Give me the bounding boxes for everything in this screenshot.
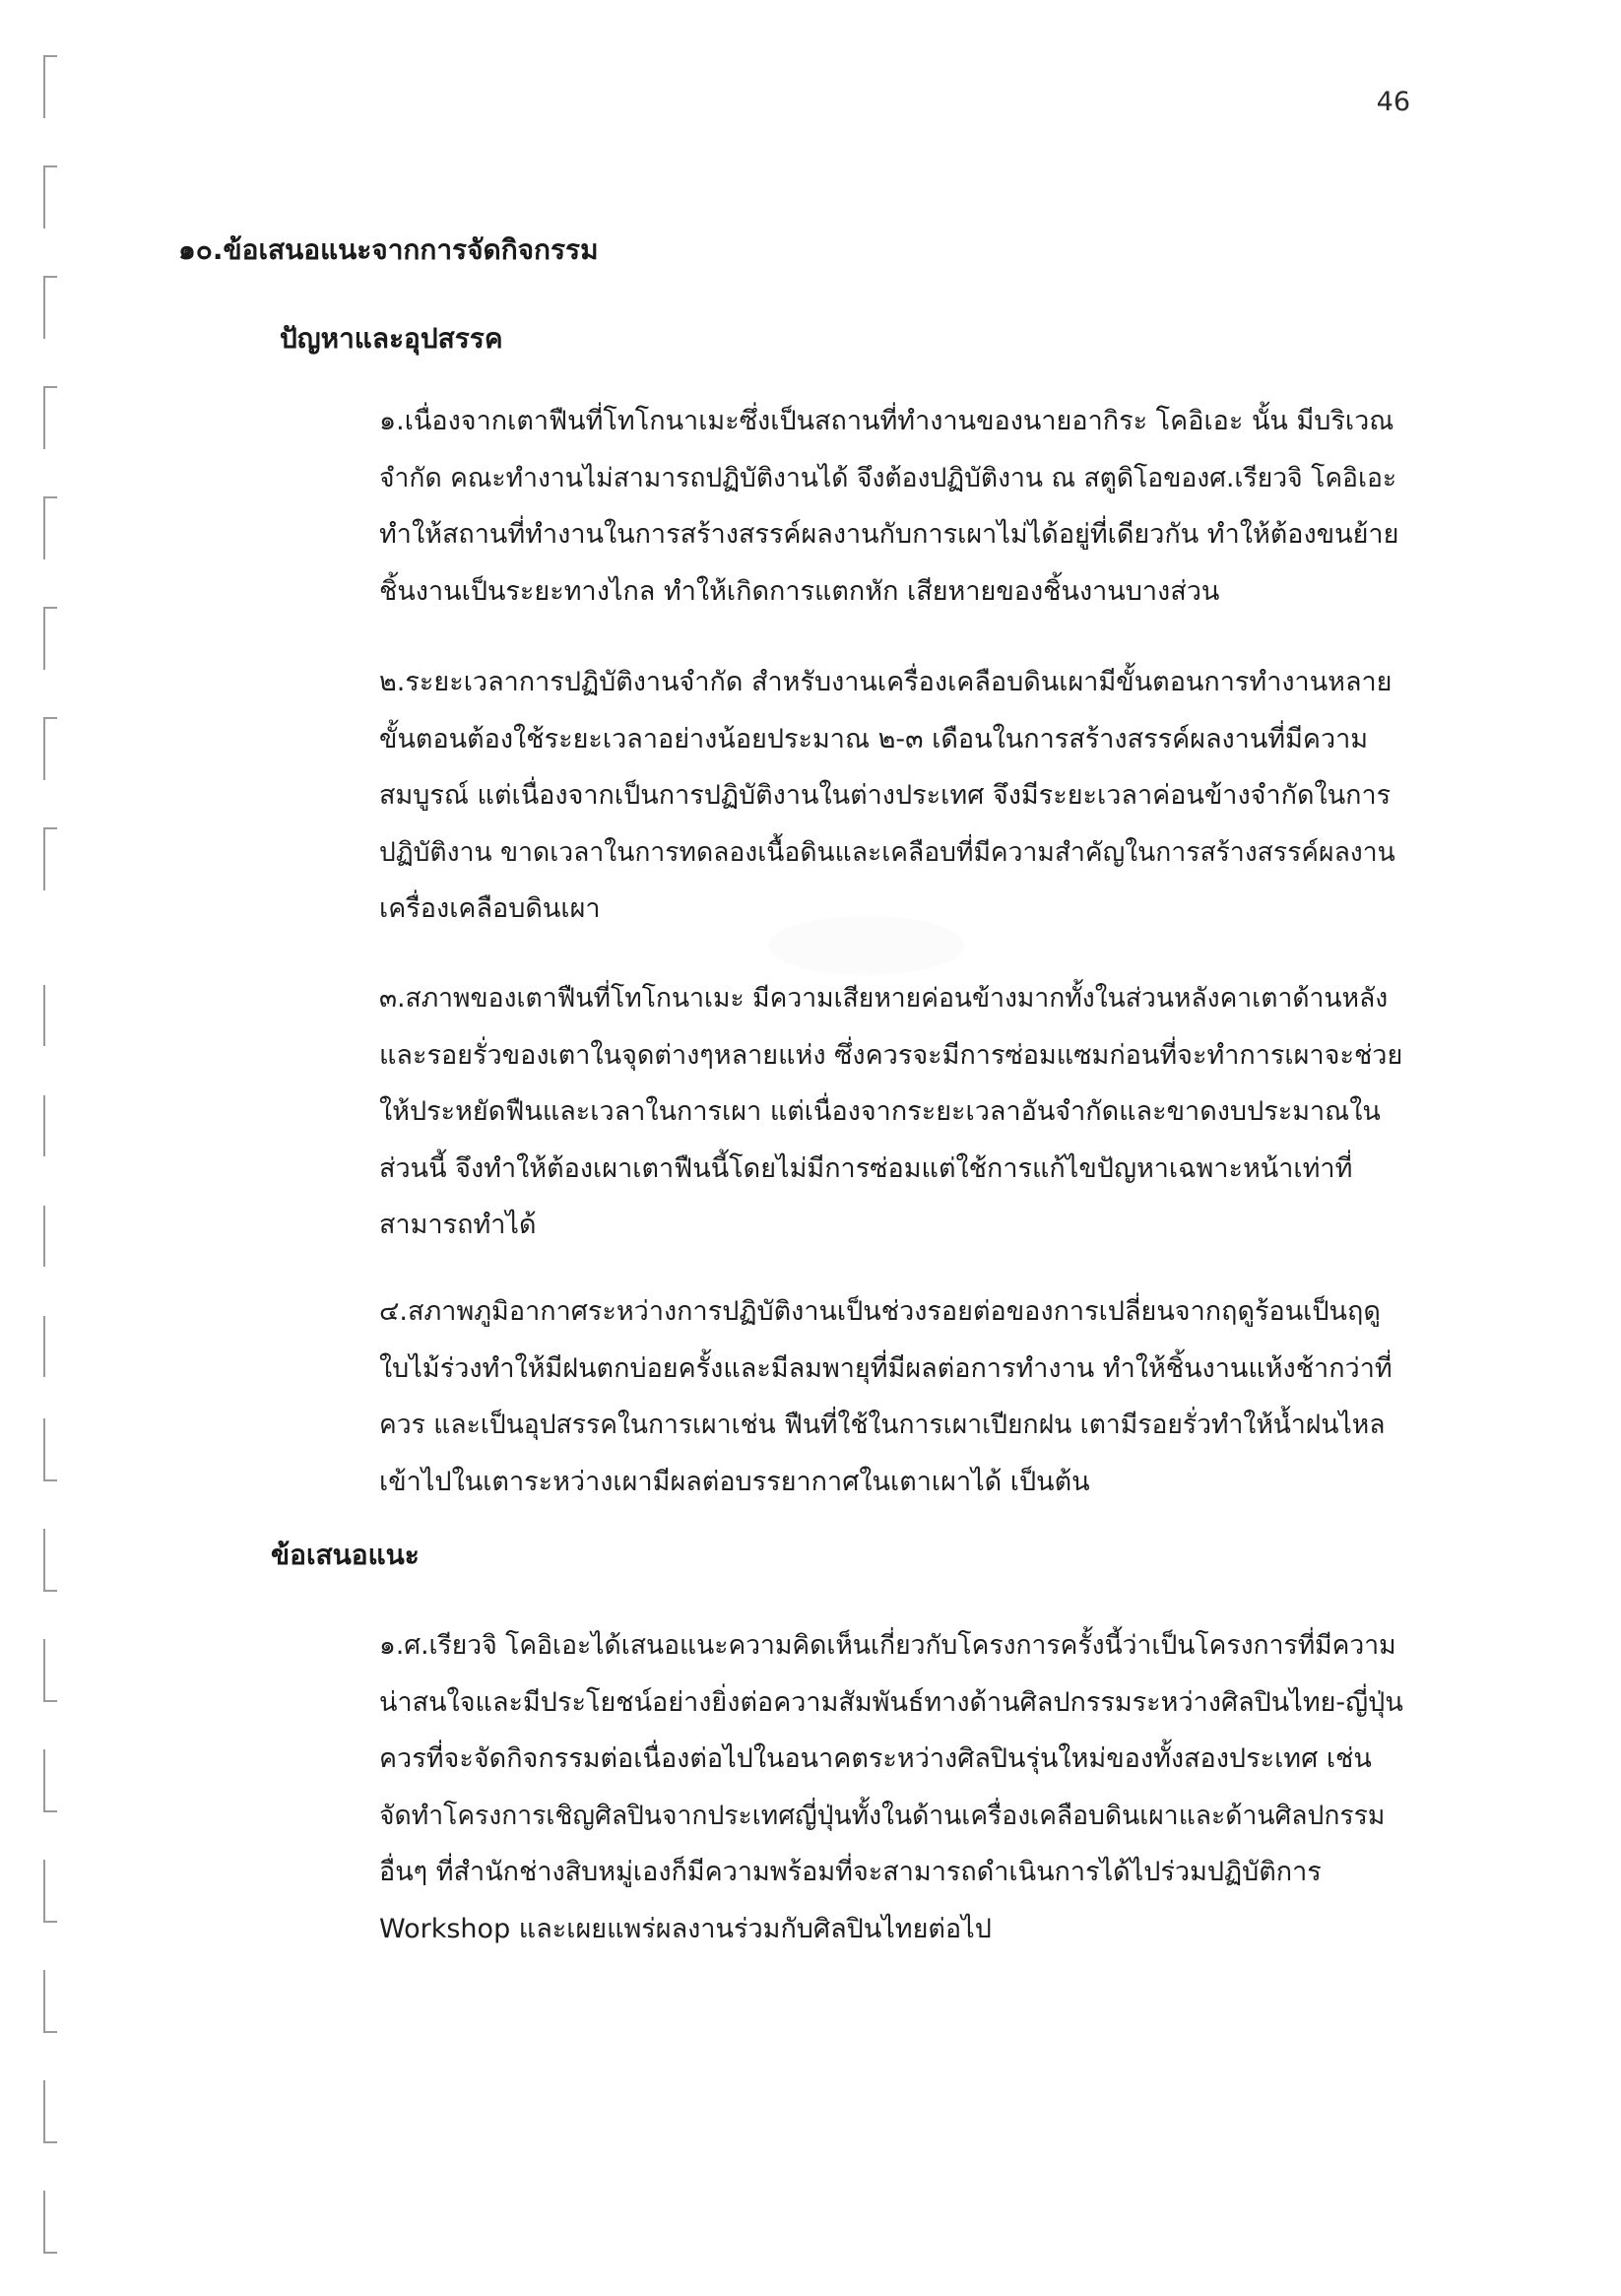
text-line: จัดทำโครงการเชิญศิลปินจากประเทศญี่ปุ่นทั้งในด้านเครื่องเคลือบดินเผาและด้านศิลปกรรม [379, 1800, 1386, 1831]
suggestion-item-1 [379, 1617, 1403, 1957]
binder-mark [43, 276, 57, 339]
binder-mark [43, 1529, 57, 1592]
text-line: ชิ้นงานเป็นระยะทางไกล ทำให้เกิดการแตกหัก เสียหายของชิ้นงานบางส่วน [379, 575, 1220, 607]
binder-mark [43, 1749, 57, 1812]
text-line: ๔.สภาพภูมิอากาศระหว่างการปฏิบัติงานเป็นช่วงรอยต่อของการเปลี่ยนจากฤดูร้อนเป็นฤดู [379, 1296, 1381, 1327]
problem-item-3 [379, 970, 1403, 1254]
text-line: ส่วนนี้ จึงทำให้ต้องเผาเตาฟืนนี้โดยไม่มีการซ่อมแต่ใช้การแก้ไขปัญหาเฉพาะหน้าเท่าที่ [379, 1152, 1353, 1184]
text-line: สมบูรณ์ แต่เนื่องจากเป็นการปฏิบัติงานในต่างประเทศ จึงมีระยะเวลาค่อนข้างจำกัดในการ [379, 780, 1392, 811]
text-line: ใบไม้ร่วงทำให้มีฝนตกบ่อยครั้งและมีลมพายุที่มีผลต่อการทำงาน ทำให้ชิ้นงานแห้งช้ากว่าที่ [379, 1352, 1393, 1384]
binder-margin [30, 39, 69, 2275]
text-line: สามารถทำได้ [379, 1210, 537, 1240]
text-line: จำกัด คณะทำงานไม่สามารถปฏิบัติงานได้ จึงต้องปฏิบัติงาน ณ สตูดิโอของศ.เรียวจิ โคอิเอะ [379, 462, 1397, 493]
binder-mark [43, 55, 57, 118]
text-line: น่าสนใจและมีประโยชน์อย่างยิ่งต่อความสัมพันธ์ทางด้านศิลปกรรมระหว่างศิลปินไทย-ญี่ปุ่น [379, 1686, 1403, 1718]
section-heading: ๑๐.ข้อเสนอแนะจากการจัดกิจกรรม [178, 233, 599, 266]
binder-mark [43, 1639, 57, 1702]
page-number: 46 [1376, 87, 1410, 117]
text-line: ๓.สภาพของเตาฟืนที่โทโกนาเมะ มีความเสียหายค่อนข้างมากทั้งในส่วนหลังคาเตาด้านหลัง [379, 983, 1389, 1014]
text-line: อื่นๆ ที่สำนักช่างสิบหมู่เองก็มีความพร้อมที่จะสามารถดำเนินการได้ไปร่วมปฏิบัติการ [379, 1857, 1322, 1887]
binder-mark [43, 2080, 57, 2143]
binder-mark [43, 165, 57, 229]
problem-item-1 [379, 393, 1403, 620]
text-line: ขั้นตอนต้องใช้ระยะเวลาอย่างน้อยประมาณ ๒-๓ เดือนในการสร้างสรรค์ผลงานที่มีความ [379, 723, 1369, 754]
binder-mark [43, 827, 57, 890]
binder-mark [43, 985, 57, 1046]
binder-mark [43, 386, 57, 449]
text-line: ๒.ระยะเวลาการปฏิบัติงานจำกัด สำหรับงานเครื่องเคลือบดินเผามีขั้นตอนการทำงานหลาย [379, 667, 1393, 697]
binder-mark [43, 607, 57, 670]
binder-mark [43, 1860, 57, 1923]
text-line: Workshop และเผยแพร่ผลงานร่วมกับศิลปินไทยต่อไป [379, 1913, 992, 1944]
binder-mark [43, 496, 57, 559]
text-line: ควร และเป็นอุปสรรคในการเผาเช่น ฟืนที่ใช้ในการเผาเปียกฝน เตามีรอยรั่วทำให้น้ำฝนไหล [379, 1410, 1386, 1440]
text-line: ๑.เนื่องจากเตาฟืนที่โทโกนาเมะซึ่งเป็นสถานที่ทำงานของนายอากิระ โคอิเอะ นั้น มีบริเวณ [379, 406, 1394, 436]
binder-mark [43, 717, 57, 780]
problems-heading: ปัญหาและอุปสรรค [280, 322, 503, 355]
text-line: ๑.ศ.เรียวจิ โคอิเอะได้เสนอแนะความคิดเห็นเกี่ยวกับโครงการครั้งนี้ว่าเป็นโครงการที่มีความ [379, 1630, 1396, 1661]
binder-mark [43, 1095, 57, 1156]
text-line: เข้าไปในเตาระหว่างเผามีผลต่อบรรยากาศในเตาเผาได้ เป็นต้น [379, 1466, 1090, 1497]
text-line: ให้ประหยัดฟืนและเวลาในการเผา แต่เนื่องจากระยะเวลาอันจำกัดและขาดงบประมาณใน [379, 1096, 1381, 1127]
problem-item-2 [379, 654, 1403, 938]
text-line: เครื่องเคลือบดินเผา [379, 893, 601, 924]
text-line: และรอยรั่วของเตาในจุดต่างๆหลายแห่ง ซึ่งควรจะมีการซ่อมแซมก่อนที่จะทำการเผาจะช่วย [379, 1039, 1403, 1071]
problem-item-4 [379, 1283, 1403, 1510]
binder-mark [43, 1970, 57, 2033]
suggestions-heading: ข้อเสนอแนะ [271, 1539, 420, 1571]
binder-mark [43, 2191, 57, 2254]
binder-mark [43, 1206, 57, 1267]
text-line: ทำให้สถานที่ทำงานในการสร้างสรรค์ผลงานกับการเผาไม่ได้อยู่ที่เดียวกัน ทำให้ต้องขนย้าย [379, 519, 1399, 550]
binder-mark [43, 1316, 57, 1377]
text-line: ปฏิบัติงาน ขาดเวลาในการทดลองเนื้อดินและเคลือบที่มีความสำคัญในการสร้างสรรค์ผลงาน [379, 836, 1395, 868]
text-line: ควรที่จะจัดกิจกรรมต่อเนื่องต่อไปในอนาคตระหว่างศิลปินรุ่นใหม่ของทั้งสองประเทศ เช่น [379, 1743, 1372, 1774]
binder-mark [43, 1418, 57, 1481]
